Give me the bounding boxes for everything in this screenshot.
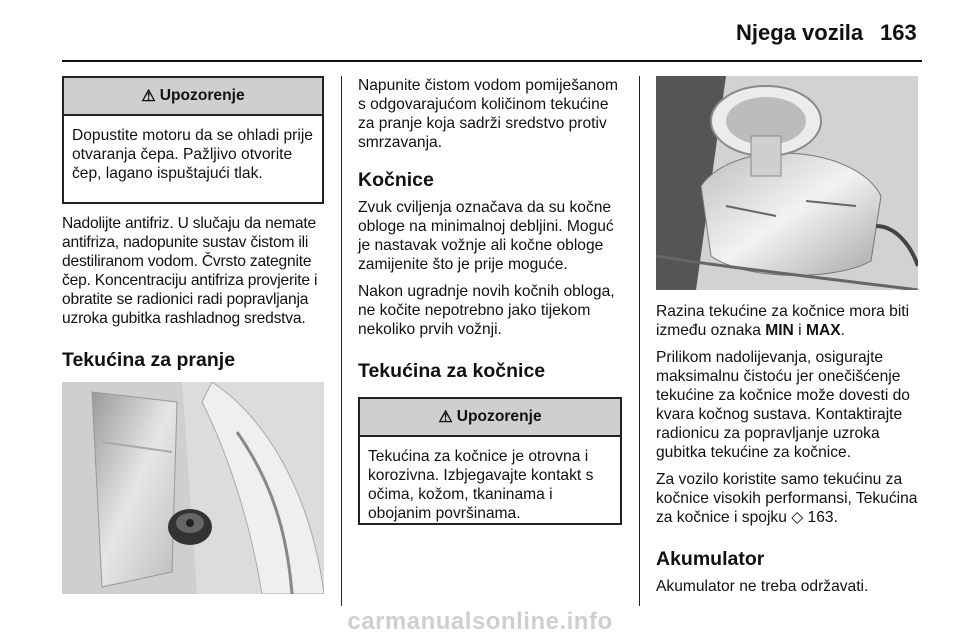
warning-box-coolant — [62, 76, 324, 204]
heading-washer-fluid: Tekućina za pranje — [62, 349, 236, 371]
section-title: Njega vozila — [736, 20, 864, 45]
brake-fluid-type-paragraph — [656, 470, 922, 527]
warning-triangle-icon: ⚠ — [438, 409, 453, 426]
warning-header — [64, 78, 322, 116]
page-number: 163 — [880, 20, 917, 45]
battery-paragraph: Akumulator ne treba održavati. — [656, 578, 869, 595]
brake-reservoir-illustration — [656, 76, 918, 290]
warning-header — [360, 399, 620, 437]
warning-triangle-icon: ⚠ — [141, 88, 156, 105]
topping-up-paragraph: Prilikom nadolijevanja, osigurajte maksimalnu čistoću jer onečišćenje tekućine za kočnice može dovesti do kvara kočnog sustava. Kontaktirajte radionicu za popravljanje uzroka gubitka tekućine za kočnice. — [656, 349, 910, 461]
heading-brakes: Kočnice — [358, 169, 434, 191]
brake-fluid-level-paragraph — [656, 302, 922, 340]
header-rule — [62, 60, 922, 62]
page-reference-link[interactable]: 163. — [803, 509, 838, 526]
antifreeze-paragraph: Nadolijte antifriz. U slučaju da nemate antifriza, nadopunite sustav čistom ili destiliranom vodom. Čvrsto zategnite čep. Koncentraciju antifriza provjerite i obratite se radionici radi popravljanja uzroka gubitka rashladnog sredstva. — [62, 215, 318, 327]
column-1 — [62, 76, 324, 594]
warning-box-brake-fluid — [358, 397, 622, 525]
heading-brake-fluid: Tekućina za kočnice — [358, 360, 546, 382]
watermark: carmanualsonline.info — [347, 608, 613, 635]
text: Razina tekućine za kočnice mora biti između oznaka — [656, 303, 910, 339]
warning-text: Tekućina za kočnice je otrovna i korozivna. Izbjegavajte kontakt s očima, kožom, tkaninama i obojanim površinama. — [368, 448, 594, 522]
column-2 — [358, 76, 622, 525]
washer-reservoir-illustration — [62, 382, 324, 594]
column-divider-2 — [639, 76, 640, 606]
max-mark: MAX — [805, 322, 841, 339]
warning-title: Upozorenje — [456, 408, 542, 425]
washer-fluid-paragraph: Napunite čistom vodom pomiješanom s odgovarajućom količinom tekućine za pranje koja sadrži sredstvo protiv smrzavanja. — [358, 77, 619, 151]
brakes-paragraph-2: Nakon ugradnje novih kočnih obloga, ne kočite nepotrebno jako tijekom nekoliko prvih vožnji. — [358, 283, 615, 338]
min-mark: MIN — [765, 322, 794, 339]
column-divider-1 — [341, 76, 342, 606]
text: i — [793, 322, 806, 339]
warning-text: Dopustite motoru da se ohladi prije otvaranja čepa. Pažljivo otvorite čep, lagano ispuštajući tlak. — [72, 127, 313, 182]
washer-fluid-photo — [62, 382, 324, 594]
heading-battery: Akumulator — [656, 548, 765, 570]
brake-fluid-photo — [656, 76, 918, 290]
text: . — [840, 322, 845, 339]
column-3 — [656, 76, 922, 604]
warning-title: Upozorenje — [159, 87, 245, 104]
page-reference-icon: ◇ — [791, 509, 804, 526]
text: Za vozilo koristite samo tekućinu za kočnice visokih performansi, Tekućina za kočnice i spojku — [656, 471, 918, 526]
brakes-paragraph-1: Zvuk cviljenja označava da su kočne obloge na minimalnoj debljini. Moguć je nastavak vožnje ali kočne obloge zamijenite što je prije moguće. — [358, 199, 614, 273]
